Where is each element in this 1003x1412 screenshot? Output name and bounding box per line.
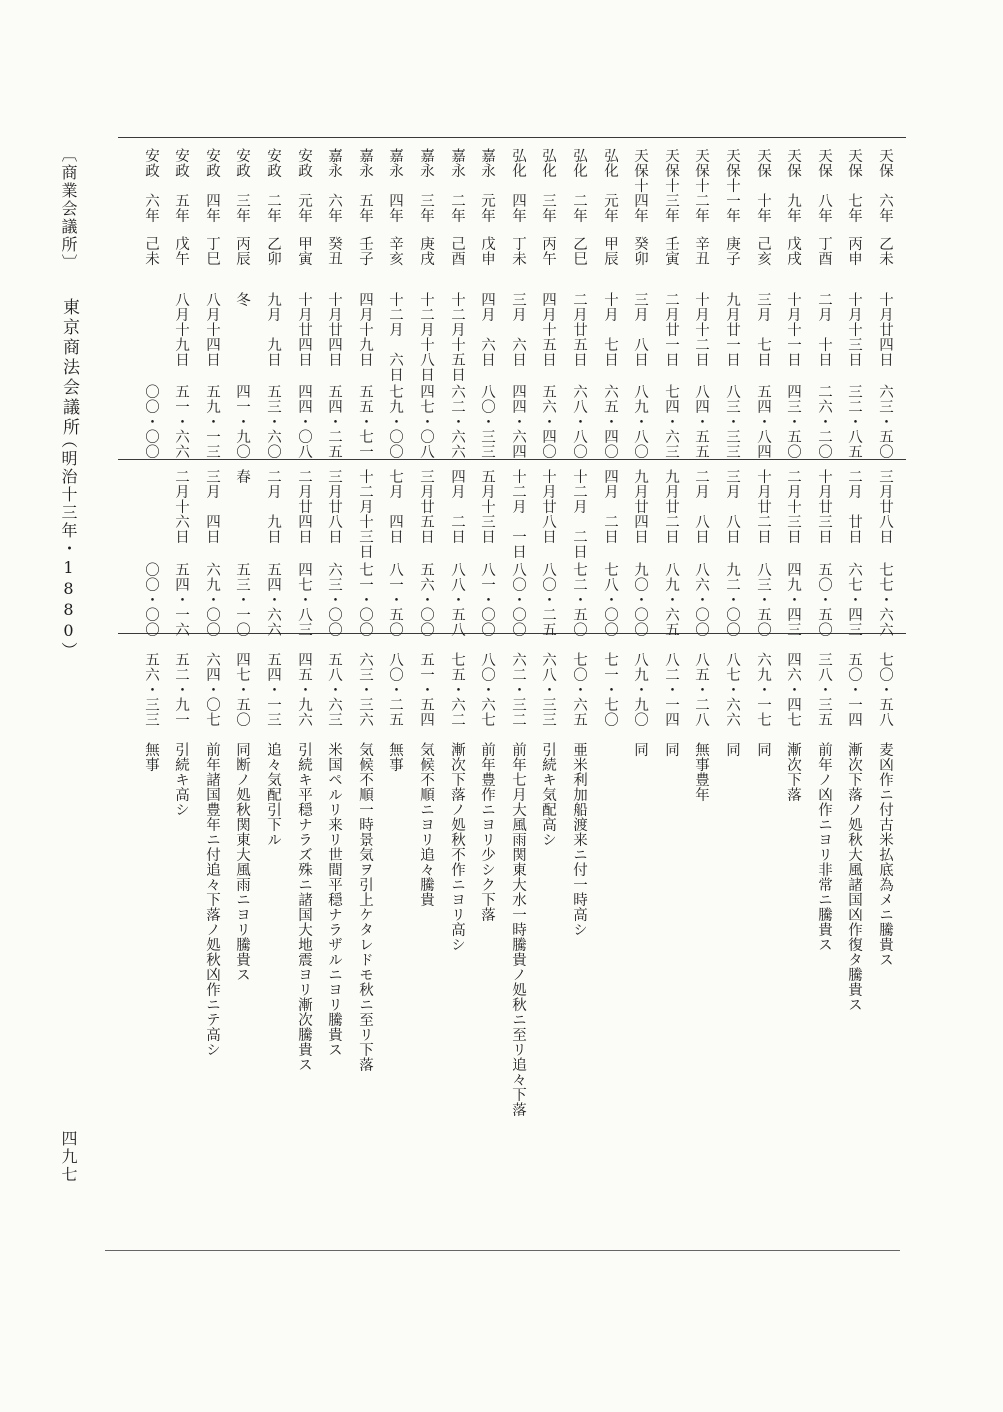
- remark-cell: 同: [632, 742, 648, 757]
- highest-date-cell: 十月廿二日: [755, 469, 771, 544]
- lowest-price-cell: 五五・七一: [357, 384, 373, 459]
- kanshi-cell: 丙辰: [234, 236, 250, 266]
- era-cell: 嘉永 二年: [449, 148, 465, 223]
- average-price-cell: 八〇・六七: [479, 652, 495, 727]
- average-price-cell: 八〇・二五: [387, 652, 403, 727]
- era-cell: 弘化 四年: [510, 148, 526, 223]
- remark-cell: 無事豊年: [693, 742, 709, 802]
- remark-cell: 引続キ高シ: [173, 742, 189, 817]
- highest-date-cell: 三月 四日: [204, 469, 220, 544]
- highest-date-cell: 三月 八日: [724, 469, 740, 544]
- highest-price-cell: 八一・五〇: [387, 562, 403, 637]
- era-cell: 天保 八年: [816, 148, 832, 223]
- highest-price-cell: 八三・五〇: [755, 562, 771, 637]
- kanshi-cell: 己酉: [449, 236, 465, 266]
- era-cell: 嘉永 六年: [326, 148, 342, 223]
- kanshi-cell: 丁酉: [816, 236, 832, 266]
- lowest-price-cell: 八〇・三三: [479, 384, 495, 459]
- lowest-price-cell: 三二・八五: [846, 384, 862, 459]
- highest-date-cell: 三月廿五日: [418, 469, 434, 544]
- kanshi-cell: 辛亥: [387, 236, 403, 266]
- lowest-date-cell: 十二月 六日: [387, 292, 403, 382]
- highest-price-cell: 八一・〇〇: [479, 562, 495, 637]
- lowest-date-cell: 二月廿一日: [663, 292, 679, 367]
- kanshi-cell: 壬子: [357, 236, 373, 266]
- lowest-date-cell: 四月 六日: [479, 292, 495, 367]
- remark-cell: 米国ペルリ来リ世間平穏ナラザルニヨリ騰貴ス: [326, 742, 342, 1057]
- highest-price-cell: 八九・六五: [663, 562, 679, 637]
- average-price-cell: 八七・六六: [724, 652, 740, 727]
- highest-price-cell: 五三・一〇: [234, 562, 250, 637]
- kanshi-cell: 乙巳: [571, 236, 587, 266]
- highest-price-cell: 五四・一六: [173, 562, 189, 637]
- kanshi-cell: 辛丑: [693, 236, 709, 266]
- page-number: 四九七: [59, 1130, 78, 1184]
- kanshi-cell: 戊申: [479, 236, 495, 266]
- era-cell: 弘化 三年: [540, 148, 556, 223]
- highest-price-cell: 九〇・〇〇: [632, 562, 648, 637]
- highest-date-cell: 四月 二日: [449, 469, 465, 544]
- lowest-date-cell: 八月十九日: [173, 292, 189, 367]
- era-cell: 安政 二年: [265, 148, 281, 223]
- remark-cell: 同: [755, 742, 771, 757]
- era-cell: 天保 十年: [755, 148, 771, 223]
- kanshi-cell: 丁巳: [204, 236, 220, 266]
- remark-cell: 漸次下落ノ処秋大風諸国凶作復タ騰貴ス: [846, 742, 862, 1012]
- average-price-cell: 七一・七〇: [602, 652, 618, 727]
- highest-price-cell: 七二・五〇: [571, 562, 587, 637]
- lowest-price-cell: 六二・六六: [449, 384, 465, 459]
- highest-date-cell: 春: [234, 469, 250, 484]
- highest-date-cell: 十二月 一日: [510, 469, 526, 559]
- lowest-date-cell: 十月十一日: [785, 292, 801, 367]
- lowest-price-cell: 六五・四〇: [602, 384, 618, 459]
- kanshi-cell: 己亥: [755, 236, 771, 266]
- table-top-rule: [118, 137, 906, 138]
- era-cell: 天保十二年: [693, 148, 709, 223]
- average-price-cell: 五二・九一: [173, 652, 189, 727]
- remark-cell: 引続キ平穏ナラズ殊ニ諸国大地震ヨリ漸次騰貴ス: [296, 742, 312, 1072]
- era-cell: 弘化 二年: [571, 148, 587, 223]
- highest-date-cell: 四月 二日: [602, 469, 618, 544]
- lowest-date-cell: 三月 八日: [632, 292, 648, 367]
- average-price-cell: 五八・六三: [326, 652, 342, 727]
- lowest-price-cell: 五一・六六: [173, 384, 189, 459]
- remark-cell: 前年豊作ニヨリ少シク下落: [479, 742, 495, 922]
- highest-date-cell: 二月 八日: [693, 469, 709, 544]
- lowest-price-cell: 五六・四〇: [540, 384, 556, 459]
- remark-cell: 引続キ気配高シ: [540, 742, 556, 847]
- remark-cell: 気候不順ニヨリ追々騰貴: [418, 742, 434, 907]
- remark-cell: 麦凶作ニ付古米払底為メニ騰貴ス: [877, 742, 893, 967]
- highest-price-cell: 四九・四三: [785, 562, 801, 637]
- highest-price-cell: 四七・八三: [296, 562, 312, 637]
- average-price-cell: 四五・九六: [296, 652, 312, 727]
- lowest-price-cell: 五三・六〇: [265, 384, 281, 459]
- lowest-date-cell: 三月 六日: [510, 292, 526, 367]
- lowest-price-cell: 七九・〇〇: [387, 384, 403, 459]
- kanshi-cell: 丙午: [540, 236, 556, 266]
- average-price-cell: 六三・三六: [357, 652, 373, 727]
- era-cell: 天保十三年: [663, 148, 679, 223]
- lowest-date-cell: 十月廿四日: [877, 292, 893, 367]
- average-price-cell: 五一・五四: [418, 652, 434, 727]
- highest-price-cell: 八八・五八: [449, 562, 465, 637]
- era-cell: 弘化 元年: [602, 148, 618, 223]
- average-price-cell: 六九・一七: [755, 652, 771, 727]
- organization-name: 東京商法会議所: [59, 298, 79, 438]
- lowest-date-cell: 九月 九日: [265, 292, 281, 367]
- lowest-price-cell: 七四・六三: [663, 384, 679, 459]
- highest-price-cell: 六九・〇〇: [204, 562, 220, 637]
- lowest-date-cell: 二月 十日: [816, 292, 832, 367]
- highest-date-cell: 五月十三日: [479, 469, 495, 544]
- kanshi-cell: 戊午: [173, 236, 189, 266]
- average-price-cell: 四六・四七: [785, 652, 801, 727]
- remark-cell: 無事: [143, 742, 159, 772]
- lowest-price-cell: 八三・三三: [724, 384, 740, 459]
- period-label: （明治十三年・1880）: [59, 432, 78, 660]
- era-cell: 安政 五年: [173, 148, 189, 223]
- lowest-date-cell: 二月廿五日: [571, 292, 587, 367]
- era-cell: 嘉永 五年: [357, 148, 373, 223]
- highest-price-cell: 五四・六六: [265, 562, 281, 637]
- kanshi-cell: 壬寅: [663, 236, 679, 266]
- lowest-price-cell: 六八・八〇: [571, 384, 587, 459]
- highest-price-cell: 七八・〇〇: [602, 562, 618, 637]
- lowest-date-cell: 十二月十五日: [449, 292, 465, 382]
- average-price-cell: 五〇・一四: [846, 652, 862, 727]
- highest-price-cell: 八〇・二五: [540, 562, 556, 637]
- average-price-cell: 六四・〇七: [204, 652, 220, 727]
- highest-date-cell: 二月十三日: [785, 469, 801, 544]
- kanshi-cell: 乙卯: [265, 236, 281, 266]
- average-price-cell: 五六・三三: [143, 652, 159, 727]
- highest-date-cell: 十二月 二日: [571, 469, 587, 559]
- era-cell: 安政 元年: [296, 148, 312, 223]
- lowest-price-cell: 四三・五〇: [785, 384, 801, 459]
- remark-cell: 前年ノ凶作ニヨリ非常ニ騰貴ス: [816, 742, 832, 952]
- remark-cell: 無事: [387, 742, 403, 772]
- lowest-date-cell: 三月 七日: [755, 292, 771, 367]
- average-price-cell: 七〇・六五: [571, 652, 587, 727]
- highest-price-cell: 九二・〇〇: [724, 562, 740, 637]
- highest-price-cell: 八六・〇〇: [693, 562, 709, 637]
- era-cell: 安政 六年: [143, 148, 159, 223]
- lowest-price-cell: 四四・〇八: [296, 384, 312, 459]
- lowest-price-cell: 六三・五〇: [877, 384, 893, 459]
- kanshi-cell: 丁未: [510, 236, 526, 266]
- average-price-cell: 八九・九〇: [632, 652, 648, 727]
- lowest-date-cell: 九月廿一日: [724, 292, 740, 367]
- remark-cell: 追々気配引下ル: [265, 742, 281, 847]
- kanshi-cell: 甲寅: [296, 236, 312, 266]
- average-price-cell: 七五・六二: [449, 652, 465, 727]
- average-price-cell: 六二・三二: [510, 652, 526, 727]
- remark-cell: 同: [663, 742, 679, 757]
- era-cell: 天保 九年: [785, 148, 801, 223]
- lowest-date-cell: 十二月十八日: [418, 292, 434, 382]
- kanshi-cell: 己未: [143, 236, 159, 266]
- highest-date-cell: 三月廿八日: [326, 469, 342, 544]
- remark-cell: 漸次下落: [785, 742, 801, 802]
- section-title: 〔商業会議所〕: [59, 146, 78, 272]
- lowest-date-cell: 十月十二日: [693, 292, 709, 367]
- remark-cell: 漸次下落ノ処秋不作ニヨリ高シ: [449, 742, 465, 952]
- average-price-cell: 八五・二八: [693, 652, 709, 727]
- highest-date-cell: 七月 四日: [387, 469, 403, 544]
- remark-cell: 同断ノ処秋関東大風雨ニヨリ騰貴ス: [234, 742, 250, 982]
- kanshi-cell: 癸丑: [326, 236, 342, 266]
- lowest-date-cell: 十月 七日: [602, 292, 618, 367]
- lowest-price-cell: 五四・八四: [755, 384, 771, 459]
- kanshi-cell: 乙未: [877, 236, 893, 266]
- average-price-cell: 五四・一三: [265, 652, 281, 727]
- lowest-date-cell: 冬: [234, 292, 250, 307]
- highest-date-cell: 二月十六日: [173, 469, 189, 544]
- era-cell: 嘉永 元年: [479, 148, 495, 223]
- highest-date-cell: 十二月十三日: [357, 469, 373, 559]
- lowest-price-cell: 四一・九〇: [234, 384, 250, 459]
- era-cell: 天保 七年: [846, 148, 862, 223]
- highest-price-cell: 六三・〇〇: [326, 562, 342, 637]
- lowest-price-cell: 二六・二〇: [816, 384, 832, 459]
- lowest-date-cell: 四月十九日: [357, 292, 373, 367]
- highest-price-cell: 五〇・五〇: [816, 562, 832, 637]
- lowest-price-cell: 八四・五五: [693, 384, 709, 459]
- kanshi-cell: 丙申: [846, 236, 862, 266]
- era-cell: 安政 四年: [204, 148, 220, 223]
- highest-date-cell: 十月廿三日: [816, 469, 832, 544]
- kanshi-cell: 戊戌: [785, 236, 801, 266]
- highest-date-cell: 九月廿四日: [632, 469, 648, 544]
- average-price-cell: 四七・五〇: [234, 652, 250, 727]
- lowest-date-cell: 十月十三日: [846, 292, 862, 367]
- lowest-price-cell: 八九・八〇: [632, 384, 648, 459]
- highest-date-cell: 二月 九日: [265, 469, 281, 544]
- era-cell: 天保十四年: [632, 148, 648, 223]
- average-price-cell: 八二・一四: [663, 652, 679, 727]
- lowest-date-cell: 十月廿四日: [296, 292, 312, 367]
- kanshi-cell: 庚戌: [418, 236, 434, 266]
- remark-cell: 前年七月大風雨関東大水一時騰貴ノ処秋ニ至リ追々下落: [510, 742, 526, 1117]
- remark-cell: 同: [724, 742, 740, 757]
- era-cell: 天保十一年: [724, 148, 740, 223]
- highest-price-cell: 六七・四三: [846, 562, 862, 637]
- lowest-price-cell: 四四・六四: [510, 384, 526, 459]
- average-price-cell: 六八・三三: [540, 652, 556, 727]
- average-price-cell: 三八・三五: [816, 652, 832, 727]
- era-cell: 嘉永 四年: [387, 148, 403, 223]
- highest-date-cell: 三月廿八日: [877, 469, 893, 544]
- highest-price-cell: 七七・六六: [877, 562, 893, 637]
- highest-price-cell: 〇〇・〇〇: [143, 562, 159, 637]
- remark-cell: 亜米利加船渡来ニ付一時高シ: [571, 742, 587, 937]
- kanshi-cell: 癸卯: [632, 236, 648, 266]
- lowest-price-cell: 〇〇・〇〇: [143, 384, 159, 459]
- page-footer-rule: [105, 1250, 900, 1251]
- kanshi-cell: 甲辰: [602, 236, 618, 266]
- lowest-date-cell: 四月十五日: [540, 292, 556, 367]
- remark-cell: 気候不順一時景気ヲ引上ケタレドモ秋ニ至リ下落: [357, 742, 373, 1072]
- highest-date-cell: 十月廿八日: [540, 469, 556, 544]
- lowest-price-cell: 四七・〇八: [418, 384, 434, 459]
- lowest-date-cell: 十月廿四日: [326, 292, 342, 367]
- highest-date-cell: 二月廿四日: [296, 469, 312, 544]
- era-cell: 嘉永 三年: [418, 148, 434, 223]
- remark-cell: 前年諸国豊年ニ付追々下落ノ処秋凶作ニテ高シ: [204, 742, 220, 1057]
- table-rule-lowest-highest: [118, 459, 906, 460]
- lowest-price-cell: 五四・二五: [326, 384, 342, 459]
- highest-price-cell: 五六・〇〇: [418, 562, 434, 637]
- kanshi-cell: 庚子: [724, 236, 740, 266]
- lowest-date-cell: 八月十四日: [204, 292, 220, 367]
- average-price-cell: 七〇・五八: [877, 652, 893, 727]
- highest-date-cell: 九月廿二日: [663, 469, 679, 544]
- highest-price-cell: 七一・〇〇: [357, 562, 373, 637]
- highest-price-cell: 八〇・〇〇: [510, 562, 526, 637]
- lowest-price-cell: 五九・一三: [204, 384, 220, 459]
- era-cell: 安政 三年: [234, 148, 250, 223]
- era-cell: 天保 六年: [877, 148, 893, 223]
- highest-date-cell: 二月 廿日: [846, 469, 862, 544]
